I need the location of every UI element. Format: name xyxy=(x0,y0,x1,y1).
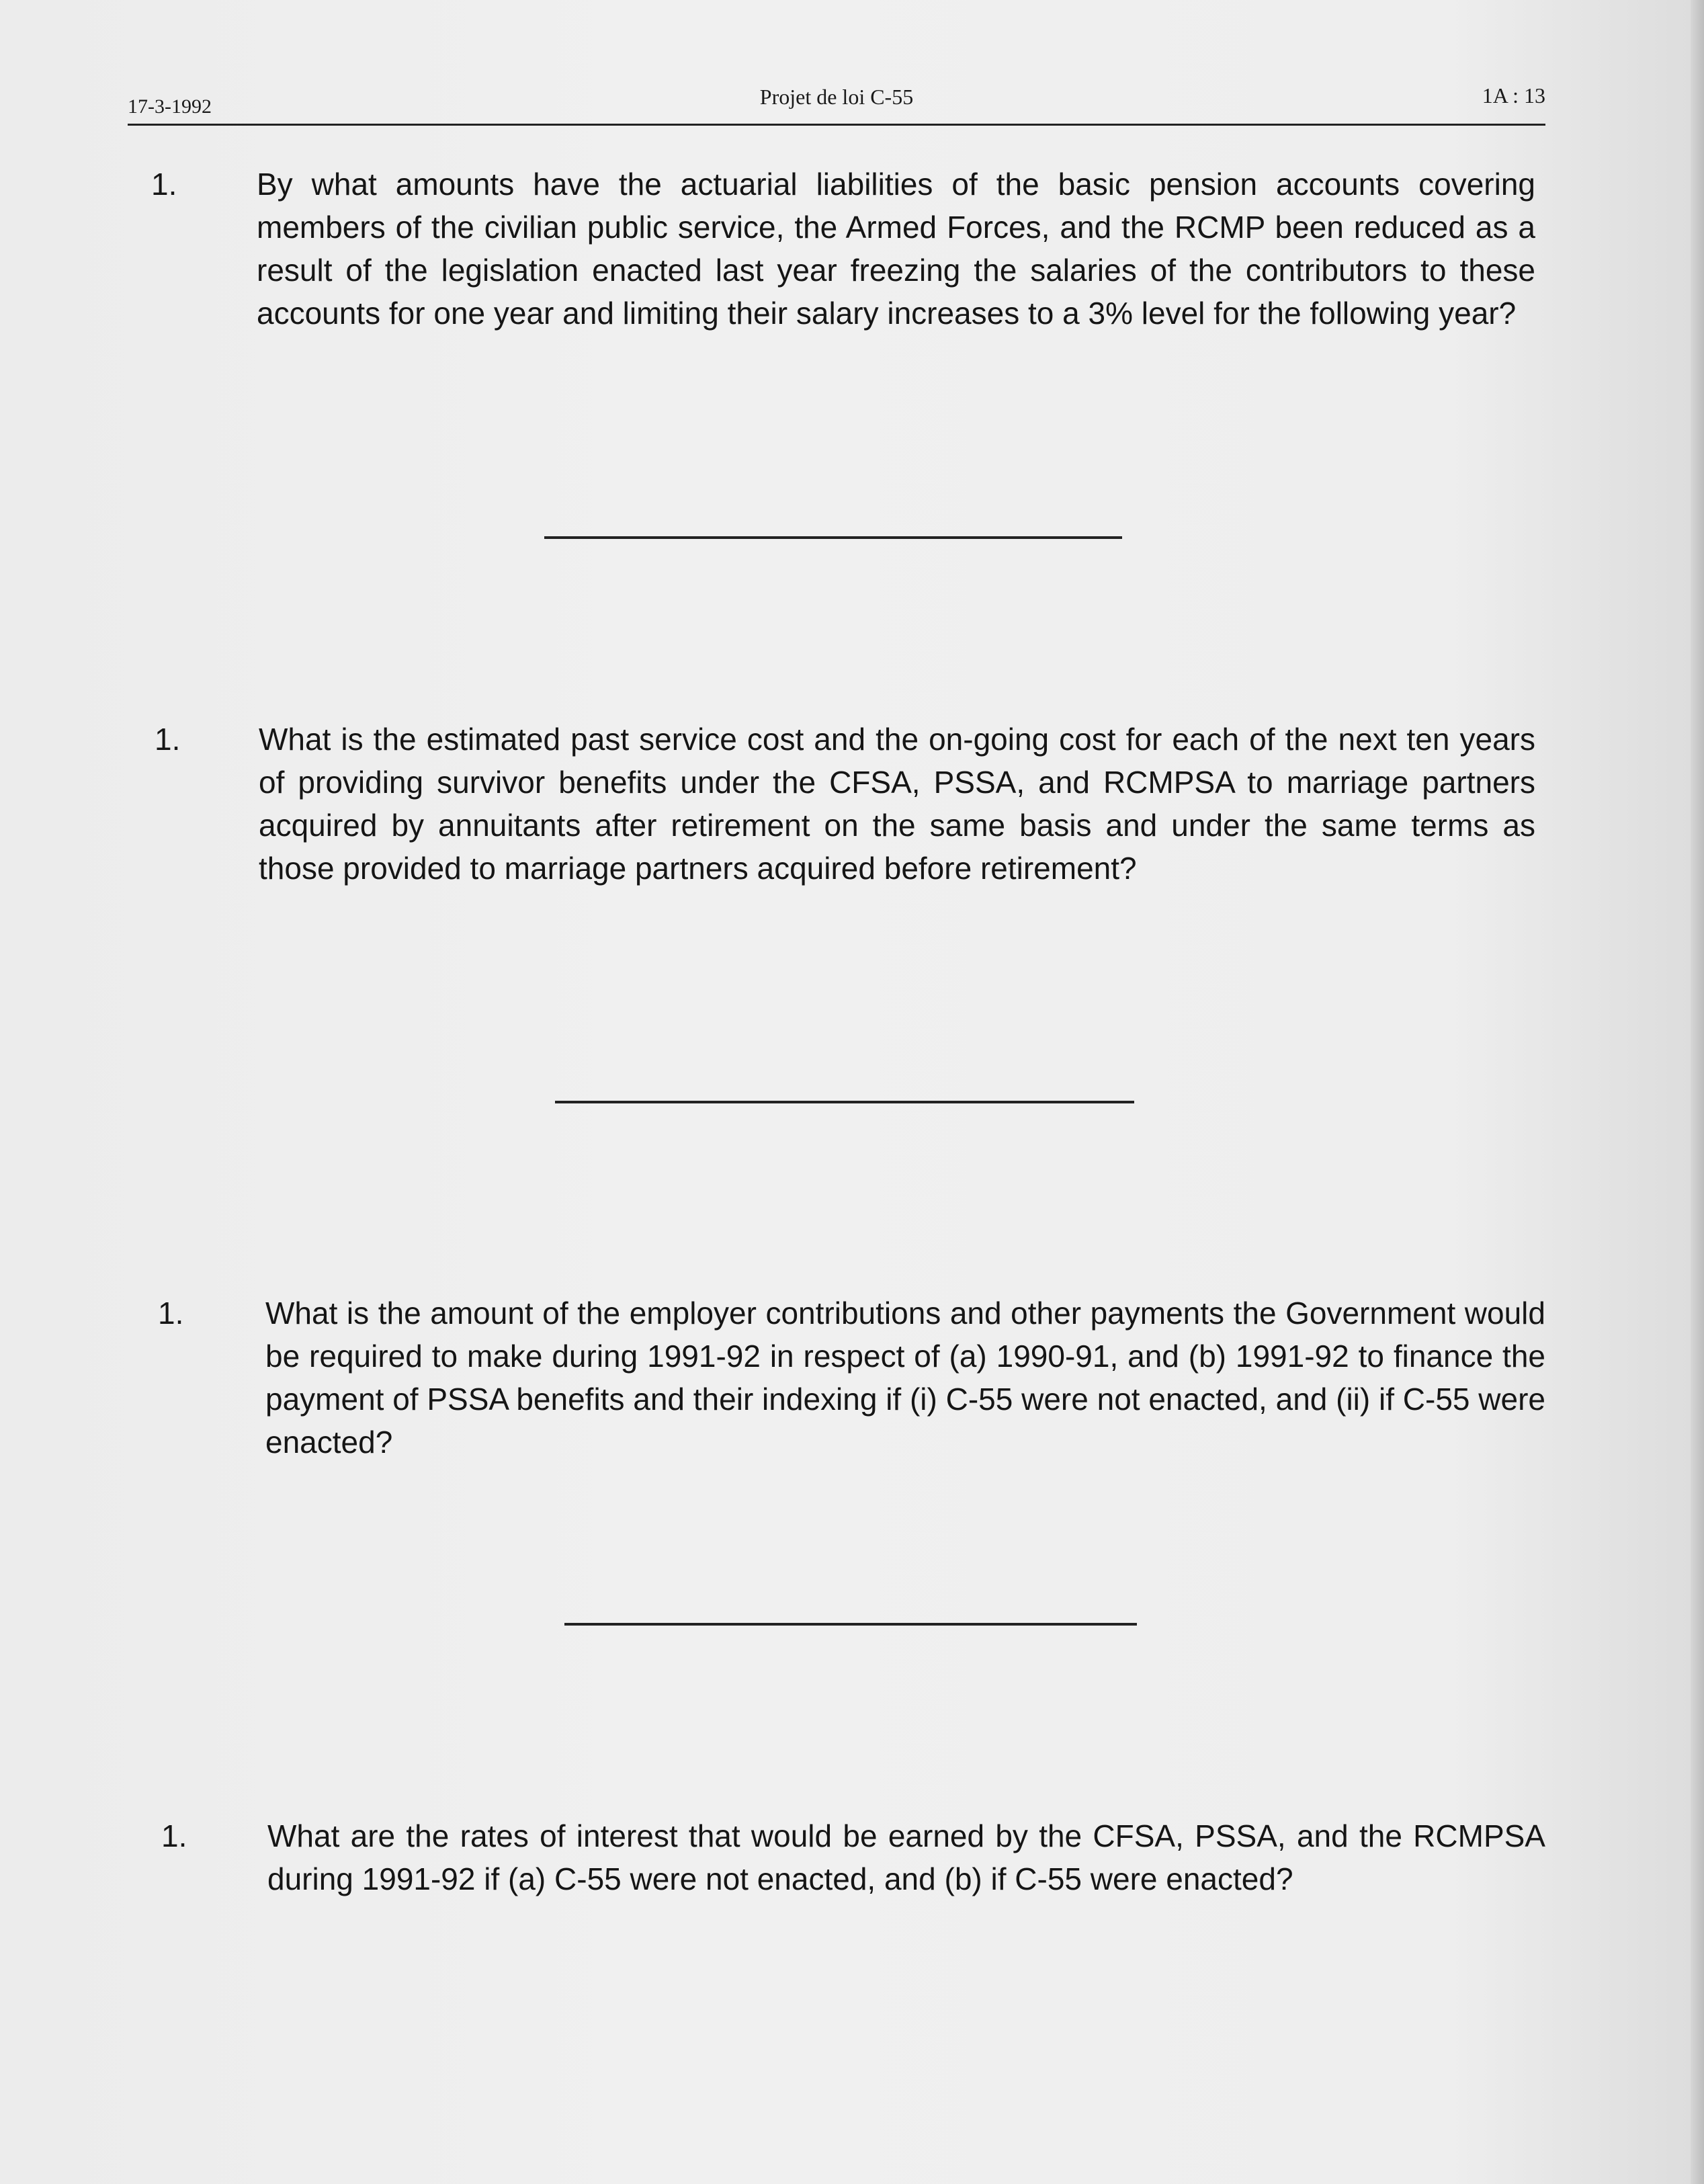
section-divider xyxy=(544,536,1122,539)
header-date: 17-3-1992 xyxy=(128,95,212,118)
section-divider xyxy=(555,1101,1134,1103)
section-divider xyxy=(564,1623,1137,1626)
page-edge-shadow xyxy=(1691,0,1704,2184)
question-2 xyxy=(151,718,1535,946)
question-text: What is the amount of the employer contributions and other payments the Government would be required to make during 1991-92 in respect of (a) 1990-91, and (b) 1991-92 to finance the payment of PSSA benefits and their indexing if (i) C-55 were not enacted, and (ii) if C-55 were enacted? xyxy=(265,1296,1545,1460)
question-number: 1. xyxy=(151,167,177,202)
question-number: 1. xyxy=(155,722,181,757)
question-text: What is the estimated past service cost and the on-going cost for each of the next ten years of providing survivor benefits under the CFSA, PSSA, and RCMPSA to marriage partners acquired by annuitants after retirement on the same basis and under the same terms as those provided to marriage partners acquired before retirement? xyxy=(259,722,1535,886)
question-4 xyxy=(161,1814,1545,1956)
header-title: Projet de loi C-55 xyxy=(759,85,914,109)
question-3 xyxy=(158,1292,1545,1473)
question-number: 1. xyxy=(161,1818,187,1853)
page-header xyxy=(128,81,1545,126)
question-1 xyxy=(151,163,1535,384)
question-text: What are the rates of interest that would be earned by the CFSA, PSSA, and the RCMPSA during 1991-92 if (a) C-55 were not enacted, and (b) if C-55 were enacted? xyxy=(267,1818,1545,1896)
question-text: By what amounts have the actuarial liabilities of the basic pension accounts covering members of the civilian public service, the Armed Forces, and the RCMP been reduced as a result of the legislation enacted last year freezing the salaries of the contributors to these accounts for one year and limiting their salary increases to a 3% level for the following year? xyxy=(257,167,1535,331)
question-number: 1. xyxy=(158,1296,184,1331)
header-page-number: 1A : 13 xyxy=(1482,83,1545,108)
